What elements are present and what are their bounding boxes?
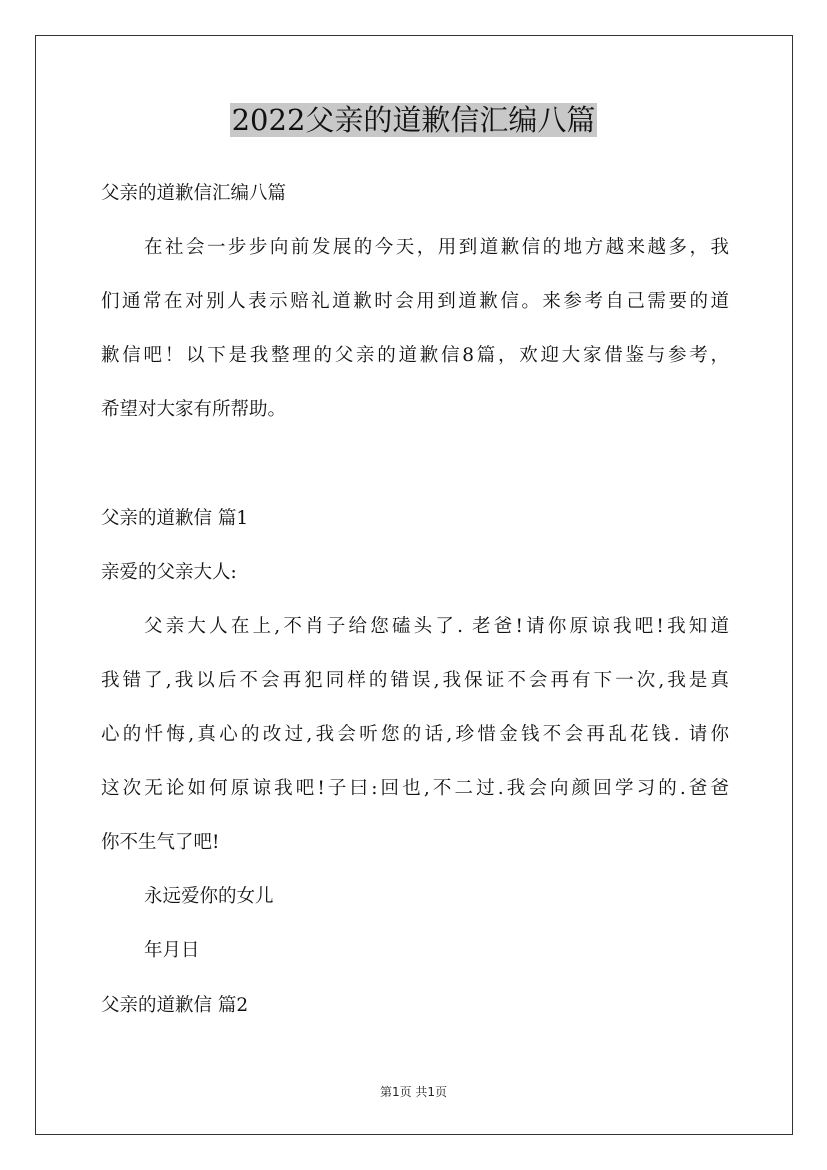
intro-line-2: 们通常在对别人表示赔礼道歉时会用到道歉信。来参考自己需要的道 [101,291,729,312]
intro-line-3: 歉信吧！以下是我整理的父亲的道歉信8篇，欢迎大家借鉴与参考， [101,345,729,366]
section1-body-line-3: 心的忏悔,真心的改过,我会听您的话,珍惜金钱不会再乱花钱. 请你 [101,724,729,745]
intro-line-1: 在社会一步步向前发展的今天，用到道歉信的地方越来越多，我 [144,237,729,258]
section1-greeting: 亲爱的父亲大人: [101,562,237,583]
subtitle: 父亲的道歉信汇编八篇 [101,183,287,204]
document-title: 2022父亲的道歉信汇编八篇 [231,103,596,137]
section1-signature: 永远爱你的女儿 [144,886,274,907]
page-footer: 第1页 共1页 [379,1085,448,1099]
section1-date: 年月日 [144,940,200,961]
section2-heading: 父亲的道歉信 篇2 [101,995,249,1016]
section1-body-line-5: 你不生气了吧! [101,832,220,853]
section1-heading: 父亲的道歉信 篇1 [101,508,249,529]
section1-body-line-4: 这次无论如何原谅我吧!子曰:回也,不二过.我会向颜回学习的.爸爸 [101,778,729,799]
section1-body-line-1: 父亲大人在上,不肖子给您磕头了. 老爸!请你原谅我吧!我知道 [144,616,729,637]
section1-body-line-2: 我错了,我以后不会再犯同样的错误,我保证不会再有下一次,我是真 [101,670,729,691]
intro-line-4: 希望对大家有所帮助。 [101,399,287,420]
